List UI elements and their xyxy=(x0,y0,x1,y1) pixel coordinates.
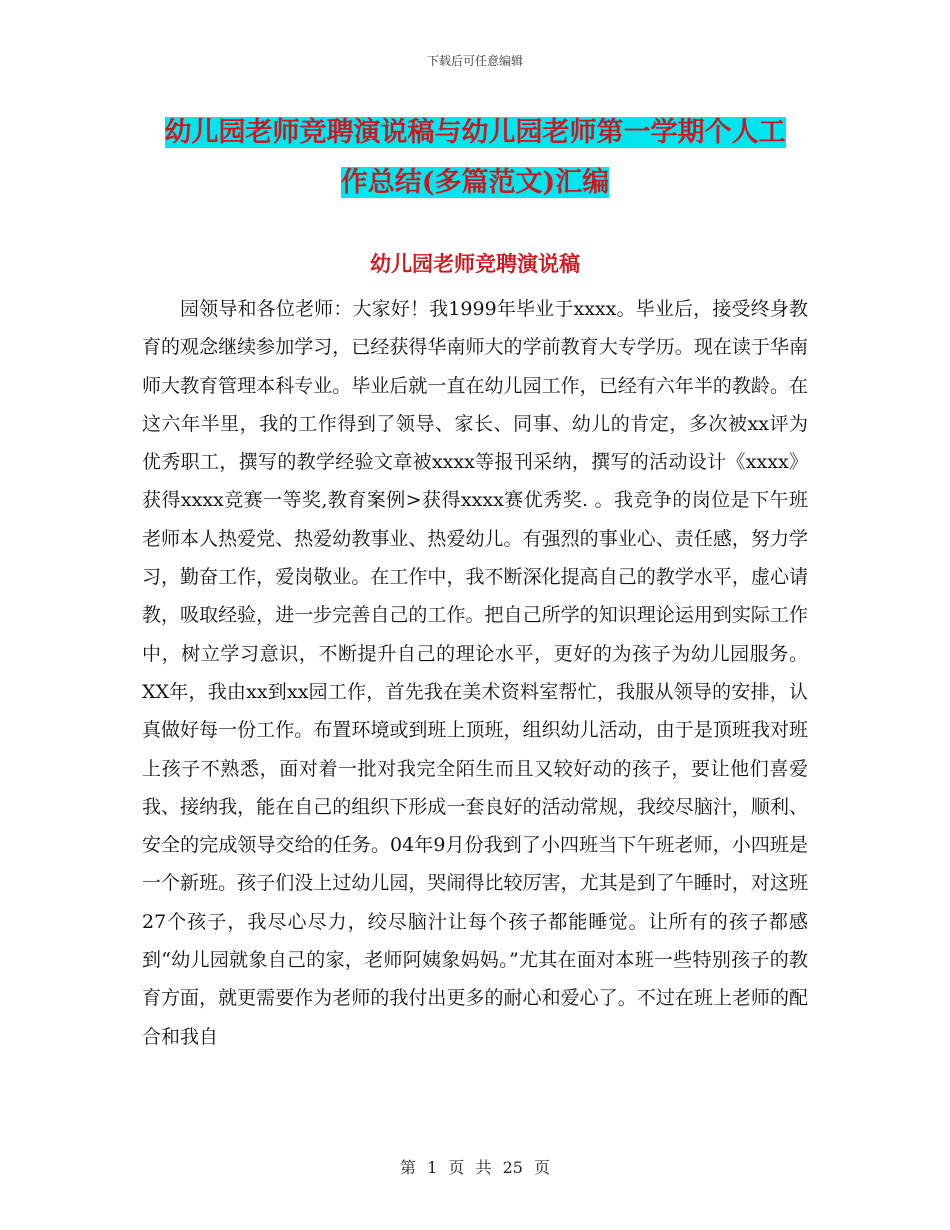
page-footer xyxy=(0,1155,950,1178)
footer-label-prefix: 第 xyxy=(399,1158,416,1177)
page-number: 1 xyxy=(427,1158,438,1177)
document-title xyxy=(140,108,810,208)
section-title: 幼儿园老师竞聘演说稿 xyxy=(370,251,580,276)
footer-label-suffix: 页 xyxy=(534,1158,551,1177)
page-header-note: 下载后可任意编辑 xyxy=(426,54,523,68)
footer-label-page: 页 xyxy=(448,1158,465,1177)
body-text xyxy=(142,290,808,1056)
total-pages: 25 xyxy=(502,1158,523,1177)
body-paragraph: 园领导和各位老师：大家好！我1999年毕业于xxxx。毕业后，接受终身教育的观念继续参加学习，已经获得华南师大的学前教育大专学历。现在读于华南师大教育管理本科专业。毕业后就一直在幼儿园工作，已经有六年半的教龄。在这六年半里，我的工作得到了领导、家长、同事、幼儿的肯定，多次被xx评为优秀职工，撰写的教学经验文章被xxxx等报刊采纳，撰写的活动设计《xxxx》获得xxxx竞赛一等奖,教育案例>获得xxxx赛优秀奖. 。我竞争的岗位是下午班老师本人热爱党、热爱幼教事业、热爱幼儿。有强烈的事业心、责任感，努力学习，勤奋工作，爱岗敬业。在工作中，我不断深化提高自己的教学水平，虚心请教，吸取经验，进一步完善自己的工作。把自己所学的知识理论运用到实际工作中，树立学习意识，不断提升自己的理论水平，更好的为孩子为幼儿园服务。XX年，我由xx到xx园工作，首先我在美术资料室帮忙，我服从领导的安排，认真做好每一份工作。布置环境或到班上顶班，组织幼儿活动，由于是顶班我对班上孩子不熟悉，面对着一批对我完全陌生而且又较好动的孩子，要让他们喜爱我、接纳我，能在自己的组织下形成一套良好的活动常规，我绞尽脑汁，顺利、安全的完成领导交给的任务。04年9月份我到了小四班当下午班老师，小四班是一个新班。孩子们没上过幼儿园，哭闹得比较厉害，尤其是到了午睡时，对这班27个孩子，我尽心尽力，绞尽脑汁让每个孩子都能睡觉。让所有的孩子都感到“幼儿园就象自己的家，老师阿姨象妈妈。”尤其在面对本班一些特别孩子的教育方面，就更需要作为老师的我付出更多的耐心和爱心了。不过在班上老师的配合和我自 xyxy=(142,298,808,1048)
footer-label-total: 共 xyxy=(475,1158,492,1177)
document-title-line2: 作总结(多篇范文)汇编 xyxy=(340,167,610,198)
document-title-line1: 幼儿园老师竞聘演说稿与幼儿园老师第一学期个人工 xyxy=(164,117,786,148)
